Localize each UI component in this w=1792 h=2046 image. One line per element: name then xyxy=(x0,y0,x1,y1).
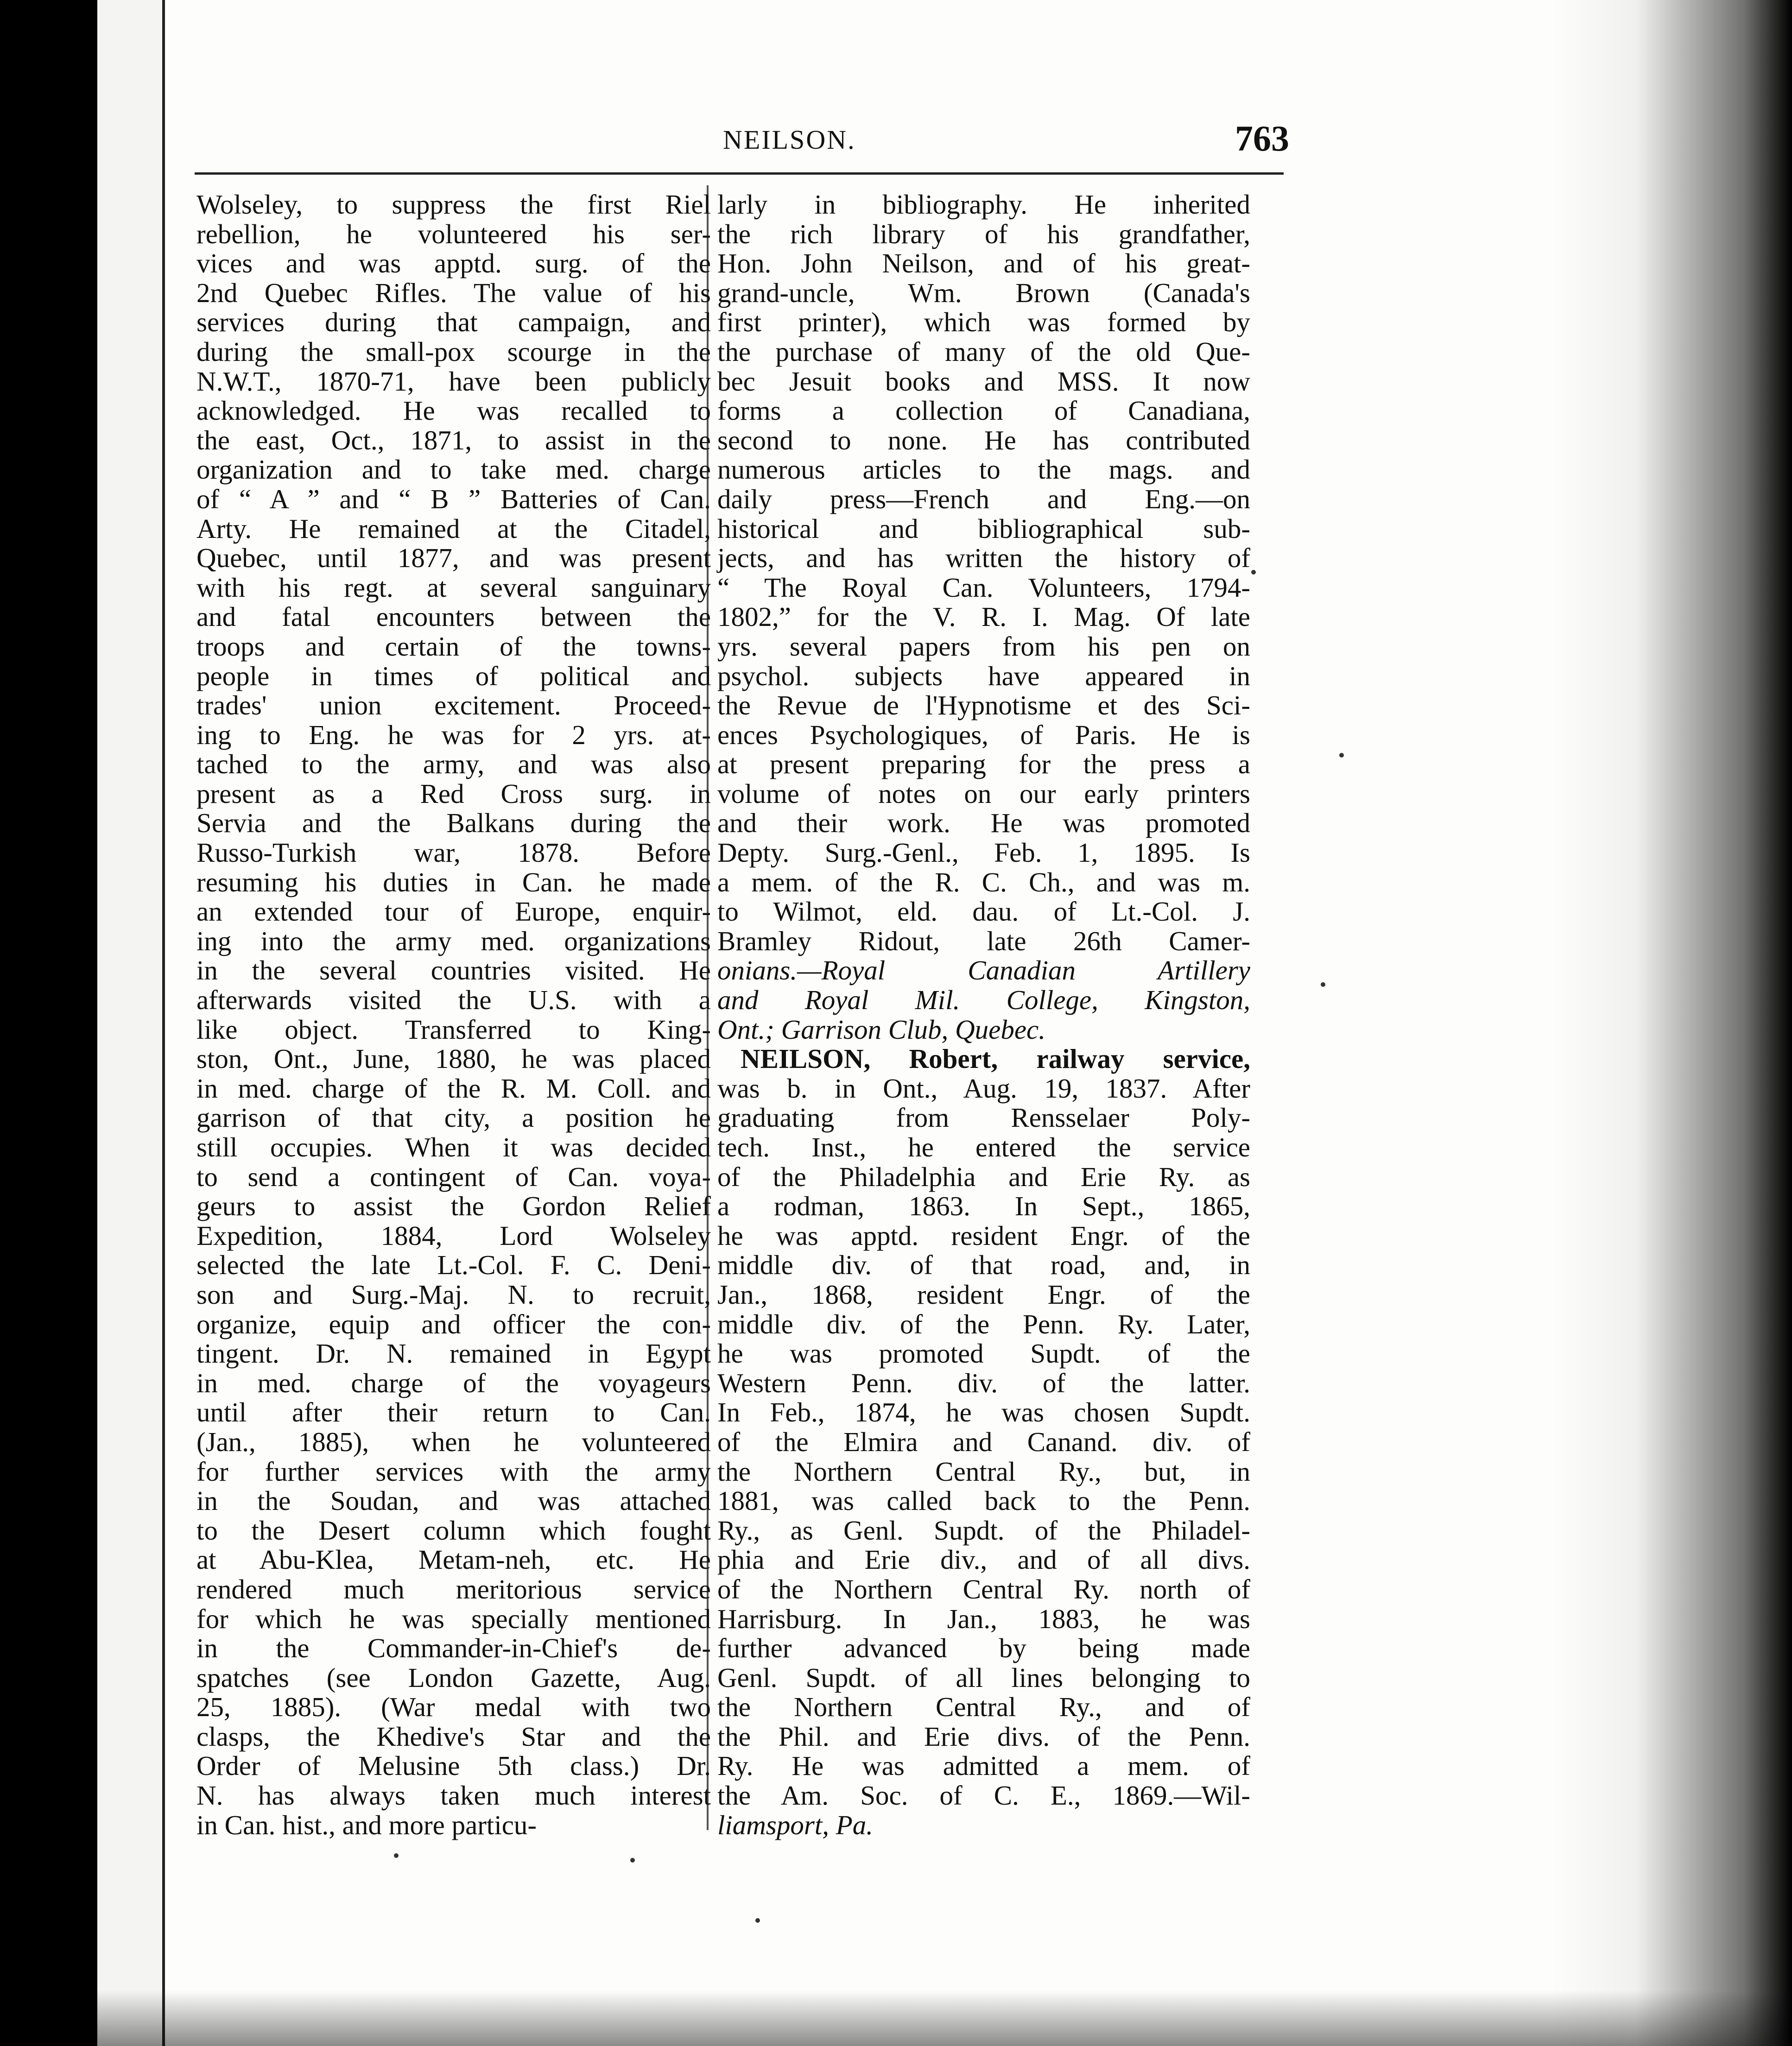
header-rule xyxy=(195,172,1284,175)
page-edge-shadow xyxy=(1551,0,1792,2046)
page-bottom-shadow xyxy=(97,1990,1792,2046)
text-line: people in times of political and xyxy=(196,660,711,691)
text-line: a mem. of the R. C. Ch., and was m. xyxy=(717,866,1250,897)
text-line: Genl. Supdt. of all lines belonging to xyxy=(717,1662,1250,1693)
text-line: Western Penn. div. of the latter. xyxy=(717,1367,1250,1398)
text-line: jects, and has written the history of xyxy=(717,543,1250,574)
page-binding-edge xyxy=(97,0,165,2046)
text-line: the purchase of many of the old Que- xyxy=(717,336,1250,367)
text-line: in med. charge of the voyageurs xyxy=(196,1367,711,1398)
text-line: tech. Inst., he entered the service xyxy=(717,1132,1250,1162)
text-line: Russo-Turkish war, 1878. Before xyxy=(196,837,711,868)
text-line: the east, Oct., 1871, to assist in the xyxy=(196,424,711,455)
text-line: spatches (see London Gazette, Aug. xyxy=(196,1662,711,1693)
text-line: the Revue de l'Hypnotisme et des Sci- xyxy=(717,690,1250,721)
text-line: Quebec, until 1877, and was present xyxy=(196,543,711,574)
text-line: ences Psychologiques, of Paris. He is xyxy=(717,719,1250,750)
scan-speck xyxy=(394,1853,399,1858)
text-line: psychol. subjects have appeared in xyxy=(717,660,1250,691)
text-line: with his regt. at several sanguinary xyxy=(196,572,711,603)
text-line: Jan., 1868, resident Engr. of the xyxy=(717,1279,1250,1310)
text-line: services during that campaign, and xyxy=(196,307,711,338)
text-line: of the Philadelphia and Erie Ry. as xyxy=(717,1161,1250,1192)
text-line: ing into the army med. organizations xyxy=(196,925,711,956)
text-line: like object. Transferred to King- xyxy=(196,1014,711,1045)
text-line: garrison of that city, a position he xyxy=(196,1102,711,1133)
text-line: daily press—French and Eng.—on xyxy=(717,483,1250,514)
text-line: he was promoted Supdt. of the xyxy=(717,1338,1250,1369)
text-line: N.W.T., 1870-71, have been publicly xyxy=(196,366,711,397)
text-line: in the Soudan, and was attached xyxy=(196,1485,711,1516)
text-line: acknowledged. He was recalled to xyxy=(196,395,711,426)
text-line: in the Commander-in-Chief's de- xyxy=(196,1633,711,1664)
text-line: second to none. He has contributed xyxy=(717,424,1250,455)
scanned-page xyxy=(97,0,1792,2046)
text-line: Hon. John Neilson, and of his great- xyxy=(717,248,1250,279)
text-line: phia and Erie div., and of all divs. xyxy=(717,1544,1250,1575)
text-line: he was apptd. resident Engr. of the xyxy=(717,1220,1250,1251)
text-line: in Can. hist., and more particu- xyxy=(196,1809,537,1840)
text-line: the Northern Central Ry., but, in xyxy=(717,1456,1250,1487)
text-line: (Jan., 1885), when he volunteered xyxy=(196,1426,711,1457)
text-line: Depty. Surg.-Genl., Feb. 1, 1895. Is xyxy=(717,837,1250,868)
text-line: was b. in Ont., Aug. 19, 1837. After xyxy=(717,1073,1250,1104)
text-line: N. has always taken much interest xyxy=(196,1780,711,1811)
text-line: Wolseley, to suppress the first Riel xyxy=(196,189,711,220)
text-line: clasps, the Khedive's Star and the xyxy=(196,1721,711,1752)
left-column xyxy=(196,190,711,1840)
text-line: during the small-pox scourge in the xyxy=(196,336,711,367)
text-line: Order of Melusine 5th class.) Dr. xyxy=(196,1750,711,1781)
text-line: at Abu-Klea, Metam-neh, etc. He xyxy=(196,1544,711,1575)
text-line: In Feb., 1874, he was chosen Supdt. xyxy=(717,1397,1250,1428)
text-line: in med. charge of the R. M. Coll. and xyxy=(196,1073,711,1104)
text-line: of the Northern Central Ry. north of xyxy=(717,1573,1250,1604)
text-line: son and Surg.-Maj. N. to recruit, xyxy=(196,1279,711,1310)
text-line: present as a Red Cross surg. in xyxy=(196,778,711,809)
text-line: volume of notes on our early printers xyxy=(717,778,1250,809)
text-line: Harrisburg. In Jan., 1883, he was xyxy=(717,1603,1250,1634)
entry-heading-line: NEILSON, Robert, railway service, xyxy=(741,1043,1250,1074)
text-line: of “ A ” and “ B ” Batteries of Can. xyxy=(196,483,711,514)
text-line: grand-uncle, Wm. Brown (Canada's xyxy=(717,277,1250,308)
text-line: tingent. Dr. N. remained in Egypt xyxy=(196,1338,711,1369)
right-column xyxy=(717,190,1250,1840)
text-line: Ry. He was admitted a mem. of xyxy=(717,1750,1250,1781)
text-line: Servia and the Balkans during the xyxy=(196,808,711,839)
text-line: Expedition, 1884, Lord Wolseley xyxy=(196,1220,711,1251)
text-line: afterwards visited the U.S. with a xyxy=(196,985,711,1016)
text-line: still occupies. When it was decided xyxy=(196,1132,711,1162)
text-line: at present preparing for the press a xyxy=(717,749,1250,780)
scan-speck xyxy=(1251,570,1256,575)
text-line: 1802,” for the V. R. I. Mag. Of late xyxy=(717,601,1250,632)
text-line: selected the late Lt.-Col. F. C. Deni- xyxy=(196,1250,711,1281)
text-line: vices and was apptd. surg. of the xyxy=(196,248,711,279)
text-line: rendered much meritorious service xyxy=(196,1573,711,1604)
text-line: and fatal encounters between the xyxy=(196,601,711,632)
text-line: middle div. of that road, and, in xyxy=(717,1250,1250,1281)
scan-speck xyxy=(1339,753,1344,758)
text-line: tached to the army, and was also xyxy=(196,749,711,780)
text-line: numerous articles to the mags. and xyxy=(717,454,1250,485)
text-line: the Am. Soc. of C. E., 1869.—Wil- xyxy=(717,1780,1250,1811)
text-line: graduating from Rensselaer Poly- xyxy=(717,1102,1250,1133)
text-line: the rich library of his grandfather, xyxy=(717,218,1250,249)
text-line: trades' union excitement. Proceed- xyxy=(196,690,711,721)
text-line: a rodman, 1863. In Sept., 1865, xyxy=(717,1191,1250,1222)
text-line: middle div. of the Penn. Ry. Later, xyxy=(717,1308,1250,1339)
text-line: “ The Royal Can. Volunteers, 1794- xyxy=(717,572,1250,603)
text-line: ston, Ont., June, 1880, he was placed xyxy=(196,1043,711,1074)
text-line: of the Elmira and Canand. div. of xyxy=(717,1426,1250,1457)
scan-speck xyxy=(1321,982,1325,987)
scan-speck xyxy=(630,1858,635,1863)
text-line: forms a collection of Canadiana, xyxy=(717,395,1250,426)
text-line: Arty. He remained at the Citadel, xyxy=(196,513,711,544)
text-line: historical and bibliographical sub- xyxy=(717,513,1250,544)
text-line: to Wilmot, eld. dau. of Lt.-Col. J. xyxy=(717,896,1250,927)
text-line: until after their return to Can. xyxy=(196,1397,711,1428)
page-number: 763 xyxy=(1235,118,1289,158)
text-line: geurs to assist the Gordon Relief xyxy=(196,1191,711,1222)
running-head: NEILSON. xyxy=(723,125,856,155)
text-line: Ont.; Garrison Club, Quebec. xyxy=(717,1014,1045,1045)
scan-speck xyxy=(755,1918,760,1923)
text-line: larly in bibliography. He inherited xyxy=(717,189,1250,220)
text-line: organize, equip and officer the con- xyxy=(196,1308,711,1339)
text-line: for which he was specially mentioned xyxy=(196,1603,711,1634)
text-line: the Northern Central Ry., and of xyxy=(717,1692,1250,1723)
text-line: troops and certain of the towns- xyxy=(196,631,711,662)
text-line: first printer), which was formed by xyxy=(717,307,1250,338)
text-line: Ry., as Genl. Supdt. of the Philadel- xyxy=(717,1515,1250,1546)
text-line: bec Jesuit books and MSS. It now xyxy=(717,366,1250,397)
text-line: the Phil. and Erie divs. of the Penn. xyxy=(717,1721,1250,1752)
text-line: for further services with the army xyxy=(196,1456,711,1487)
text-line: yrs. several papers from his pen on xyxy=(717,631,1250,662)
text-line: and Royal Mil. College, Kingston, xyxy=(717,985,1250,1016)
text-line: 2nd Quebec Rifles. The value of his xyxy=(196,277,711,308)
text-line: onians.—Royal Canadian Artillery xyxy=(717,955,1250,986)
text-line: liamsport, Pa. xyxy=(717,1809,873,1840)
text-line: and their work. He was promoted xyxy=(717,808,1250,839)
text-line: ing to Eng. he was for 2 yrs. at- xyxy=(196,719,711,750)
text-line: in the several countries visited. He xyxy=(196,955,711,986)
text-line: organization and to take med. charge xyxy=(196,454,711,485)
text-line: to the Desert column which fought xyxy=(196,1515,711,1546)
text-line: rebellion, he volunteered his ser- xyxy=(196,218,711,249)
text-line: an extended tour of Europe, enquir- xyxy=(196,896,711,927)
text-line: further advanced by being made xyxy=(717,1633,1250,1664)
text-line: 25, 1885). (War medal with two xyxy=(196,1692,711,1723)
text-line: resuming his duties in Can. he made xyxy=(196,866,711,897)
text-line: to send a contingent of Can. voya- xyxy=(196,1161,711,1192)
text-line: Bramley Ridout, late 26th Camer- xyxy=(717,925,1250,956)
text-line: 1881, was called back to the Penn. xyxy=(717,1485,1250,1516)
